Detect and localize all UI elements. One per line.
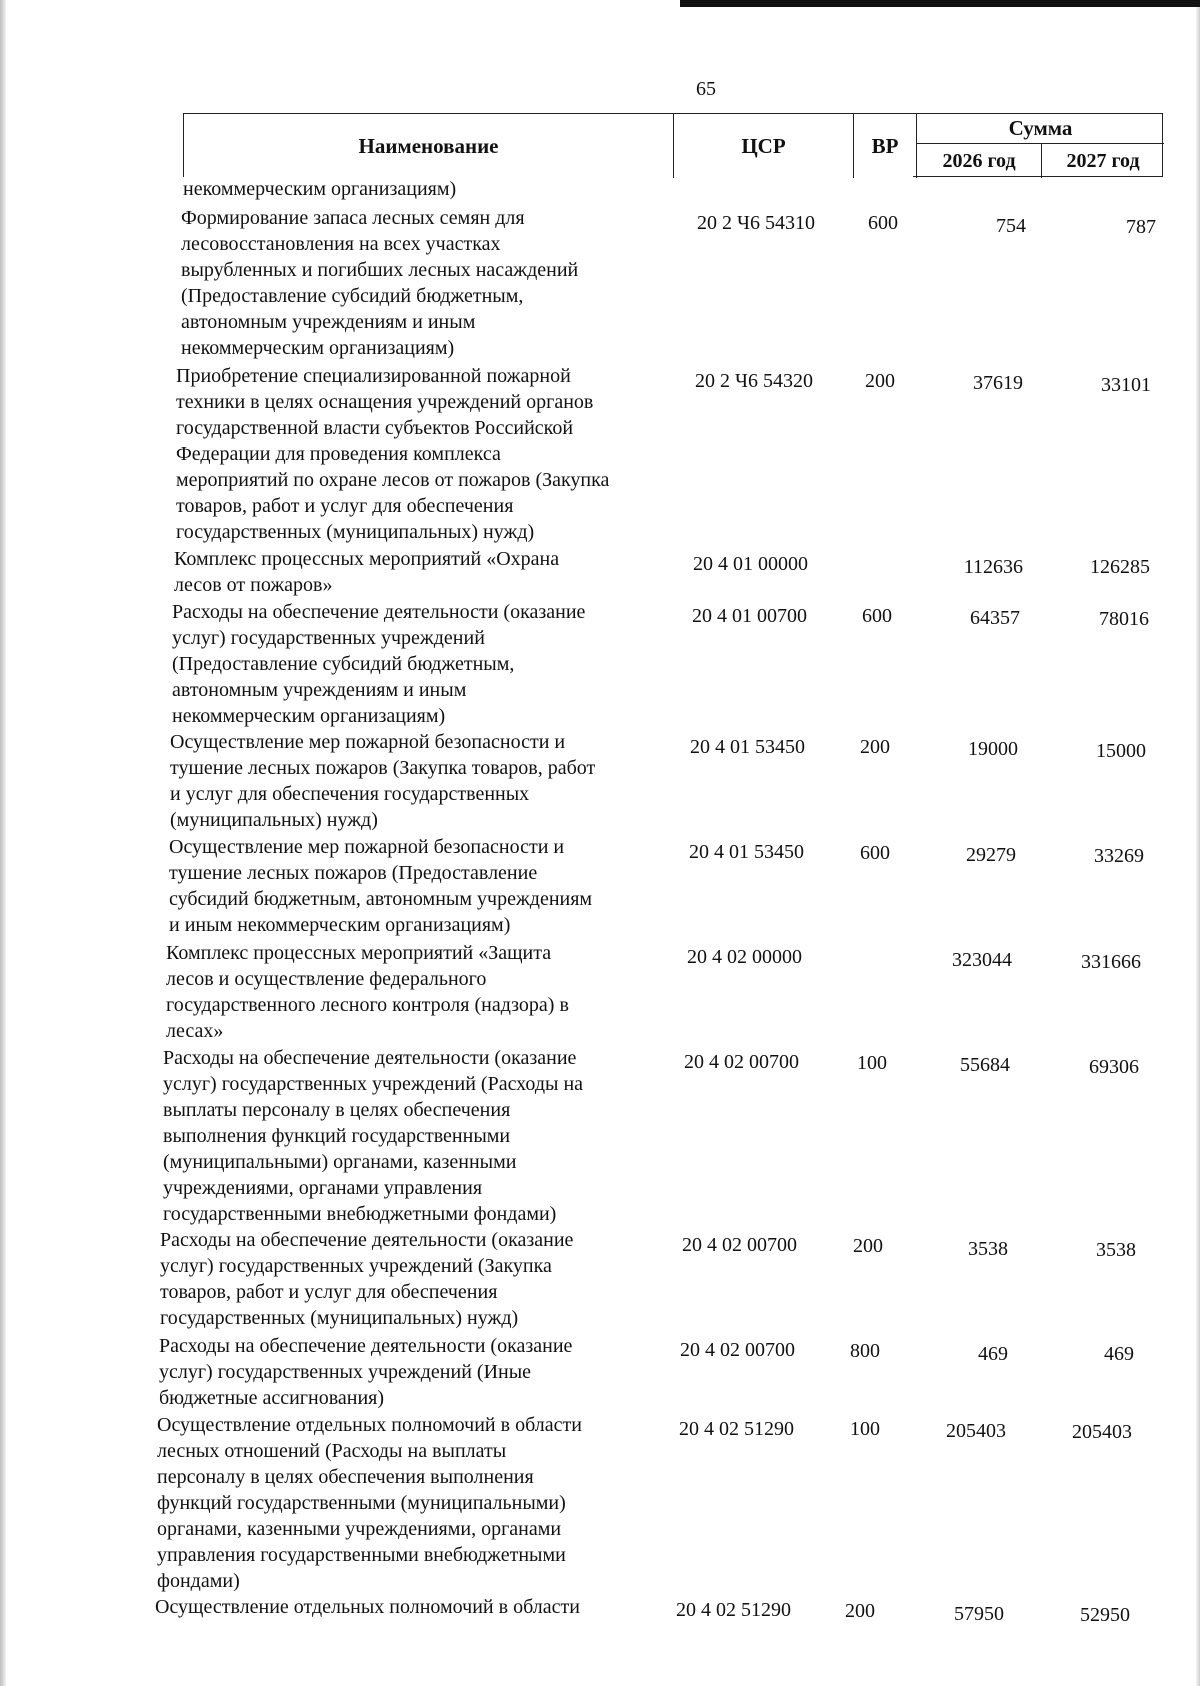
row-csr: 20 4 01 53450: [690, 736, 805, 758]
row-sum-2027: 52950: [1080, 1604, 1130, 1626]
row-vr: 600: [868, 212, 898, 234]
row-vr: 800: [850, 1340, 880, 1362]
row-name: Осуществление мер пожарной безопасности и тушение лесных пожаров (Закупка товаров, работ и услуг для обеспечения государственных (муниципальных) нужд): [170, 731, 596, 831]
header-sum-group: [917, 114, 1164, 178]
row-vr: 100: [857, 1052, 887, 1074]
row-sum-2026: 323044: [952, 949, 1012, 971]
row-sum-2027: 15000: [1096, 740, 1146, 762]
scan-edge-right: [1196, 0, 1200, 1686]
row-name: Приобретение специализированной пожарной техники в целях оснащения учреждений органов государственной власти субъектов Российской Федерации для проведения комплекса мероприятий по охране лесов от пожаров (Закупка товаров, работ и услуг для обеспечения государственных (муниципальных) нужд): [176, 365, 610, 543]
row-csr: 20 4 02 00700: [682, 1234, 797, 1256]
row-name: некоммерческим организациям): [183, 178, 457, 200]
row-sum-2027: 205403: [1072, 1421, 1132, 1443]
scan-top-bar: [680, 0, 1200, 7]
header-year-2026: 2026 год: [917, 144, 1042, 178]
scan-edge-left: [0, 0, 6, 1686]
row-sum-2026: 55684: [960, 1054, 1010, 1076]
row-csr: 20 2 Ч6 54310: [697, 212, 815, 234]
header-underline: [913, 176, 1163, 177]
row-sum-2027: 126285: [1090, 556, 1150, 578]
row-sum-2026: 29279: [966, 844, 1016, 866]
row-csr: 20 4 01 00700: [692, 605, 807, 627]
row-sum-2026: 57950: [954, 1603, 1004, 1625]
header-vr: ВР: [854, 114, 917, 178]
row-sum-2026: 205403: [946, 1420, 1006, 1442]
row-sum-2027: 69306: [1089, 1056, 1139, 1078]
row-sum-2026: 37619: [973, 372, 1023, 394]
table-header: [183, 113, 1163, 177]
row-sum-2026: 64357: [970, 607, 1020, 629]
row-vr: 600: [862, 605, 892, 627]
row-sum-2027: 331666: [1081, 951, 1141, 973]
row-vr: 200: [860, 736, 890, 758]
row-sum-2026: 112636: [963, 556, 1023, 578]
row-sum-2027: 3538: [1096, 1239, 1136, 1261]
row-sum-2026: 3538: [968, 1238, 1008, 1260]
row-name: Расходы на обеспечение деятельности (оказание услуг) государственных учреждений (Закупка товаров, работ и услуг для обеспечения государственных (муниципальных) нужд): [160, 1229, 574, 1329]
row-csr: 20 4 02 00700: [684, 1051, 799, 1073]
row-csr: 20 4 01 53450: [689, 841, 804, 863]
row-name: Формирование запаса лесных семян для лесовосстановления на всех участках вырубленных и погибших лесных насаждений (Предоставление субсидий бюджетным, автономным учреждениям и иным некоммерческим организациям): [181, 207, 579, 359]
row-name: Осуществление отдельных полномочий в области лесных отношений (Расходы на выплаты персоналу в целях обеспечения выполнения функций государственными (муниципальными) органами, казенными учреждениями, органами управления государственными внебюджетными фондами): [157, 1414, 582, 1592]
row-sum-2026: 754: [996, 215, 1026, 237]
row-name: Комплекс процессных мероприятий «Защита лесов и осуществление федерального государственного лесного контроля (надзора) в лесах»: [166, 942, 569, 1042]
row-name: Осуществление мер пожарной безопасности и тушение лесных пожаров (Предоставление субсидий бюджетным, автономным учреждениям и иным некоммерческим организациям): [169, 836, 593, 936]
page-number: 65: [696, 78, 716, 100]
header-csr: ЦСР: [674, 114, 854, 178]
row-vr: 200: [853, 1235, 883, 1257]
row-vr: 200: [845, 1600, 875, 1622]
header-name: Наименование: [184, 114, 674, 178]
row-csr: 20 4 02 51290: [679, 1418, 794, 1440]
row-vr: 100: [850, 1418, 880, 1440]
row-sum-2027: 33269: [1094, 845, 1144, 867]
row-vr: 600: [860, 842, 890, 864]
header-year-2027: 2027 год: [1066, 149, 1140, 172]
row-name: Расходы на обеспечение деятельности (оказание услуг) государственных учреждений (Расходы на выплаты персоналу в целях обеспечения выполнения функций государственными (муниципальными) органами, казенными учреждениями, органами управления государственными внебюджетными фондами): [163, 1047, 584, 1225]
header-sum: Сумма: [917, 114, 1164, 144]
row-csr: 20 4 01 00000: [693, 553, 808, 575]
row-sum-2026: 469: [978, 1343, 1008, 1365]
row-name: Расходы на обеспечение деятельности (оказание услуг) государственных учреждений (Предоставление субсидий бюджетным, автономным учреждениям и иным некоммерческим организациям): [172, 601, 586, 727]
row-sum-2027: 469: [1104, 1343, 1134, 1365]
row-name: Расходы на обеспечение деятельности (оказание услуг) государственных учреждений (Иные бюджетные ассигнования): [159, 1335, 573, 1409]
row-sum-2027: 787: [1126, 216, 1156, 238]
row-csr: 20 4 02 51290: [676, 1599, 791, 1621]
row-name: Комплекс процессных мероприятий «Охрана лесов от пожаров»: [174, 548, 560, 596]
row-vr: 200: [865, 370, 895, 392]
row-csr: 20 2 Ч6 54320: [695, 370, 813, 392]
row-sum-2027: 78016: [1099, 608, 1149, 630]
row-sum-2026: 19000: [968, 738, 1018, 760]
row-csr: 20 4 02 00000: [687, 946, 802, 968]
row-csr: 20 4 02 00700: [680, 1339, 795, 1361]
row-name: Осуществление отдельных полномочий в области: [155, 1596, 580, 1618]
row-sum-2027: 33101: [1101, 374, 1151, 396]
